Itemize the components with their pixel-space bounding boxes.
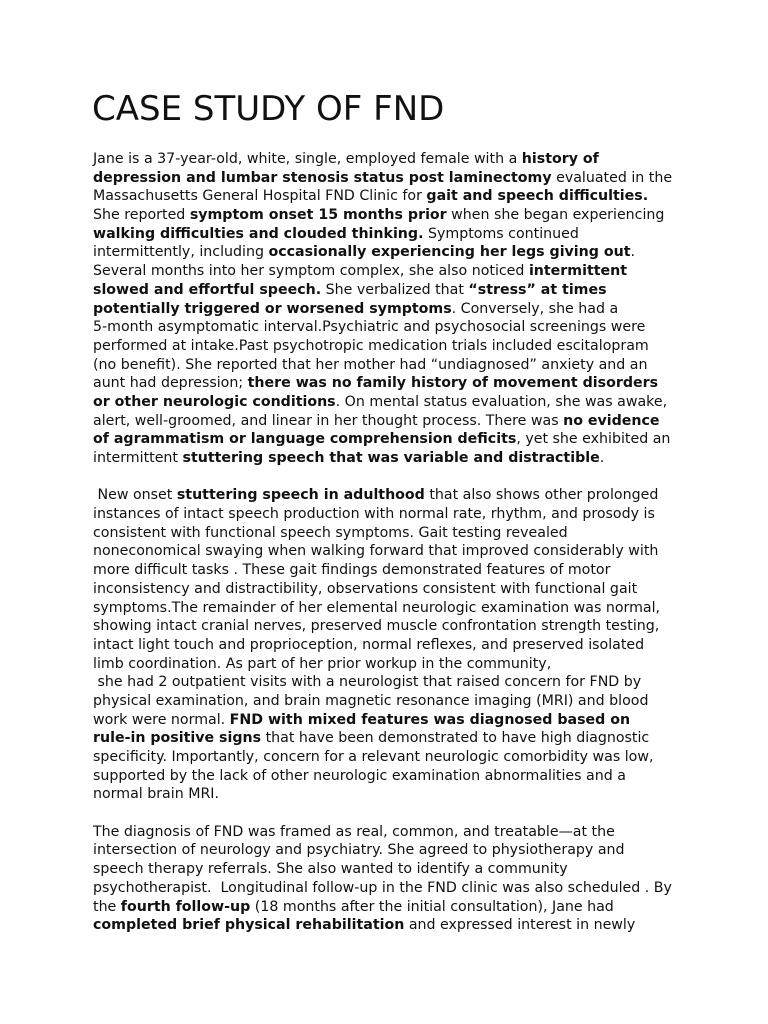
bold-text-run: walking difficulties and clouded thinking. [93,225,424,242]
text-run: . Conversely, she had a [451,300,619,317]
text-line [93,655,733,674]
text-line [93,430,733,449]
text-line [93,785,733,804]
text-run: consistent with functional speech symptoms. Gait testing revealed [93,524,568,541]
text-run: performed at intake.Past psychotropic medication trials included escitalopram [93,337,649,354]
text-run: 5-month asymptomatic interval.Psychiatric and psychosocial screenings were [93,319,646,336]
text-line [93,860,733,879]
text-run: She verbalized that [321,281,469,298]
text-line [93,898,733,917]
text-run: alert, well-groomed, and linear in her thought process. There was [93,412,564,429]
text-line [93,262,733,281]
bold-text-run: intermittent [528,263,628,280]
bold-text-run: there was no family history of movement disorders [247,375,659,392]
bold-text-run: stuttering speech in adulthood [176,487,425,504]
bold-text-run: slowed and effortful speech. [93,281,322,298]
text-run: and expressed interest in newly [404,917,636,934]
text-line [93,748,733,767]
text-run: , yet she exhibited an [516,431,671,448]
text-run: New onset [93,487,177,504]
text-line [93,412,733,431]
text-run: that also shows other prolonged [424,487,659,504]
text-run: intermittently, including [93,244,269,261]
bold-text-run: depression and lumbar stenosis status post laminectomy [93,169,552,186]
text-run: more difficult tasks . These gait findings demonstrated features of motor [93,562,611,579]
page-title: CASE STUDY OF FND [92,89,445,129]
text-run: psychotherapist. Longitudinal follow-up in the FND clinic was also scheduled . By [93,879,672,896]
text-run: intersection of neurology and psychiatry. She agreed to physiotherapy and [93,842,625,859]
text-line [93,150,733,169]
text-run: inconsistency and distractibility, observations consistent with functional gait [93,580,638,597]
text-run: Massachusetts General Hospital FND Clinic for [93,188,427,205]
text-run: she had 2 outpatient visits with a neurologist that raised concern for FND by [93,674,642,691]
bold-text-run: of agrammatism or language comprehension deficits [93,431,517,448]
text-line [93,711,733,730]
text-run: intact light touch and proprioception, normal reflexes, and preserved isolated [93,636,645,653]
paragraph [93,823,733,935]
text-run: supported by the lack of other neurologic examination abnormalities and a [93,767,626,784]
text-run: intermittent [93,450,183,466]
text-run: The diagnosis of FND was framed as real, common, and treatable—at the [93,823,615,840]
text-run: (no benefit). She reported that her mother had “undiagnosed” anxiety and an [93,356,648,373]
bold-text-run: FND with mixed features was diagnosed based on [229,711,631,728]
text-line [93,300,733,319]
bold-text-run: stuttering speech that was variable and distractible [182,450,600,466]
text-run: evaluated in the [551,169,673,186]
text-line [93,692,733,711]
text-run: symptoms.The remainder of her elemental neurologic examination was normal, [93,599,661,616]
text-run: She reported [93,207,190,224]
text-line [93,281,733,300]
text-line [93,206,733,225]
bold-text-run: gait and speech difficulties. [426,188,649,205]
text-run: speech therapy referrals. She also wanted to identify a community [93,861,568,878]
bold-text-run: symptom onset 15 months prior [189,207,447,224]
paragraph [93,486,733,804]
bold-text-run: occasionally experiencing her legs giving out [268,244,631,261]
text-line [93,580,733,599]
text-run: normal brain MRI. [93,786,219,803]
text-line [93,599,733,618]
text-run: that have been demonstrated to have high diagnostic [261,730,650,747]
bold-text-run: fourth follow-up [120,898,251,915]
bold-text-run: history of [521,151,599,167]
bold-text-run: no evidence [563,412,660,429]
text-line [93,729,733,748]
bold-text-run: completed brief physical rehabilitation [93,917,405,934]
text-run: Jane is a 37-year-old, white, single, employed female with a [93,151,522,167]
text-run: . [630,244,636,261]
text-run: . On mental status evaluation, she was awake, [335,393,668,410]
text-run: work were normal. [93,711,230,728]
text-line [93,337,733,356]
text-line [93,243,733,262]
text-line [93,449,733,468]
paragraph [93,150,733,468]
text-line [93,841,733,860]
bold-text-run: or other neurologic conditions [93,393,336,410]
text-run: noneconomical swaying when walking forward that improved considerably with [93,543,659,560]
text-run: Symptoms continued [423,225,579,242]
text-line [93,505,733,524]
text-run: when she began experiencing [446,207,665,224]
text-line [93,879,733,898]
text-run: physical examination, and brain magnetic resonance imaging (MRI) and blood [93,692,649,709]
text-line [93,393,733,412]
text-line [93,916,733,935]
bold-text-run: “stress” at times [468,281,607,298]
text-line [93,225,733,244]
text-line [93,169,733,188]
text-line [93,374,733,393]
text-line [93,561,733,580]
text-run: aunt had depression; [93,375,248,392]
text-line [93,767,733,786]
text-line [93,673,733,692]
text-line [93,636,733,655]
text-run: . [599,450,605,466]
text-line [93,318,733,337]
document-body [93,150,733,954]
text-run: showing intact cranial nerves, preserved muscle confrontation strength testing, [93,618,660,635]
text-line [93,356,733,375]
text-run: Several months into her symptom complex, she also noticed [93,263,529,280]
text-run: the [93,898,121,915]
text-run: specificity. Importantly, concern for a relevant neurologic comorbidity was low, [93,749,654,765]
text-line [93,542,733,561]
text-run: instances of intact speech production with normal rate, rhythm, and prosody is [93,506,655,523]
text-line [93,524,733,543]
text-run: limb coordination. As part of her prior workup in the community, [93,655,552,672]
bold-text-run: rule-in positive signs [93,730,262,747]
bold-text-run: potentially triggered or worsened symptoms [93,300,452,317]
text-line [93,187,733,206]
text-line [93,617,733,636]
text-run: (18 months after the initial consultation), Jane had [250,898,614,915]
text-line [93,486,733,505]
text-line [93,823,733,842]
